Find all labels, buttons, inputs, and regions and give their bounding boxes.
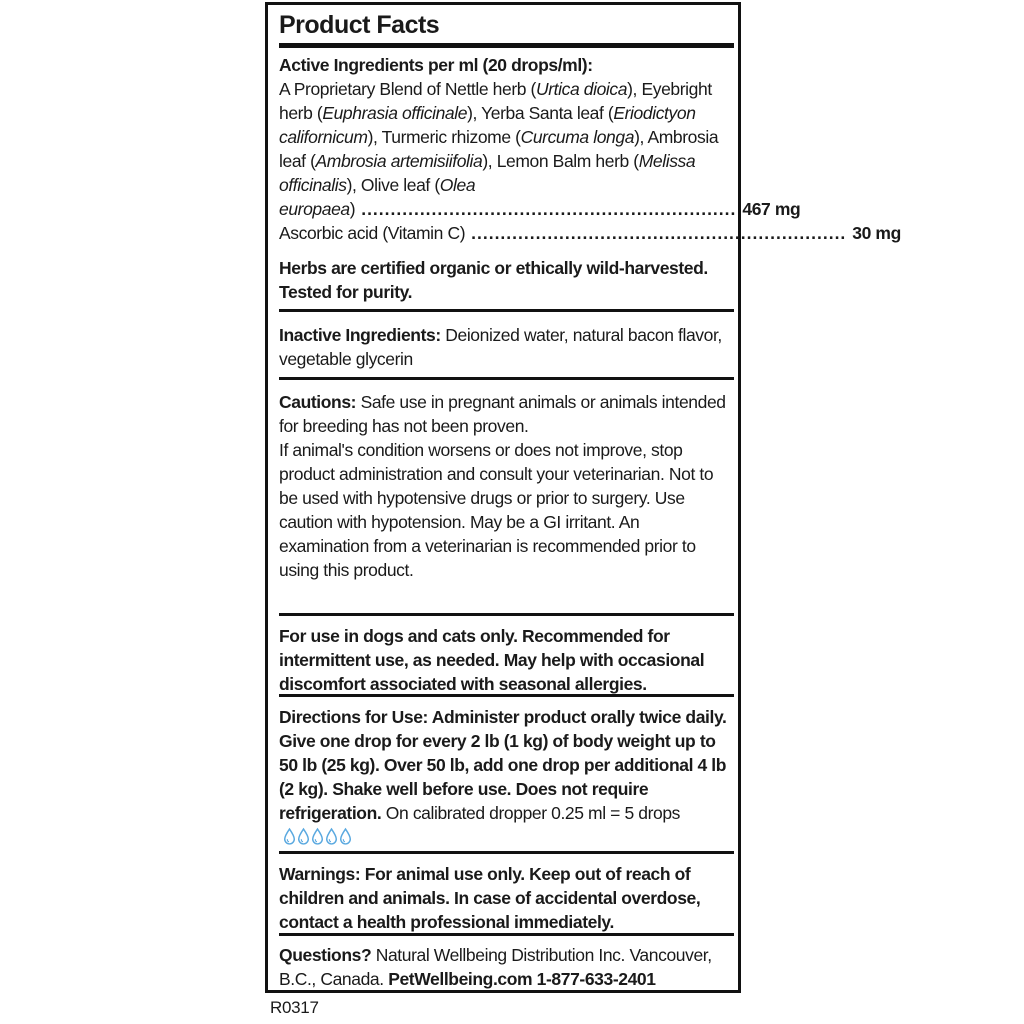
- blend-text-fragment: ), Yerba Santa leaf (: [467, 103, 614, 123]
- blend-text-fragment: ), Turmeric rhizome (: [367, 127, 521, 147]
- blend-amount-row: [279, 197, 801, 221]
- divider: [279, 933, 734, 936]
- cautions-label: Cautions:: [279, 392, 357, 412]
- cautions-section: [279, 390, 731, 582]
- water-drop-icon: [297, 828, 310, 845]
- blend-text-fragment: ), Eyebright herb (: [279, 79, 712, 123]
- active-ingredients-section: [279, 53, 901, 304]
- organic-note: Herbs are certified organic or ethically wild-harvested. Tested for purity.: [279, 258, 708, 302]
- inactive-label: Inactive Ingredients:: [279, 325, 441, 345]
- species-name: Curcuma longa: [520, 127, 635, 147]
- vitamin-c-amount: 30 mg: [852, 223, 901, 243]
- species-name: Olea: [439, 175, 476, 195]
- water-drop-icon: [325, 828, 338, 845]
- divider: [279, 694, 734, 697]
- blend-leader-dots: ................................................................: [361, 199, 737, 219]
- vitamin-c-leader-dots: ................................................................: [471, 223, 847, 243]
- directions-dropper-text: On calibrated dropper 0.25 ml = 5 drops: [381, 803, 681, 823]
- warnings-section: [279, 862, 731, 934]
- species-name: Ambrosia artemisiifolia: [315, 151, 483, 171]
- active-ingredients-heading: Active Ingredients per ml (20 drops/ml):: [279, 55, 593, 75]
- vitamin-c-row: [279, 221, 901, 245]
- title-divider: [279, 43, 734, 48]
- questions-label: Questions?: [279, 945, 372, 965]
- blend-text-fragment: ), Ambrosia leaf (: [279, 127, 719, 171]
- divider: [279, 851, 734, 854]
- blend-amount: 467 mg: [742, 199, 801, 219]
- water-drop-icon: [339, 828, 352, 845]
- drop-icons: [283, 828, 352, 845]
- intended-use-section: [279, 624, 731, 696]
- cautions-text-1: Safe use in pregnant animals or animals intended for breeding has not been proven.: [279, 392, 726, 436]
- inactive-text: Deionized water, natural bacon flavor, vegetable glycerin: [279, 325, 722, 369]
- divider: [279, 377, 734, 380]
- phone-number: 1-877-633-2401: [536, 969, 656, 989]
- blend-last-close: ): [349, 199, 356, 219]
- species-name: Euphrasia officinale: [322, 103, 468, 123]
- species-name: Urtica dioica: [536, 79, 628, 99]
- blend-text-fragment: ), Olive leaf (: [346, 175, 440, 195]
- water-drop-icon: [283, 828, 296, 845]
- blend-text-fragment: A Proprietary Blend of Nettle herb (: [279, 79, 536, 99]
- divider: [279, 309, 734, 312]
- directions-bold-text: Directions for Use: Administer product orally twice daily. Give one drop for every 2 lb (1 kg) of body weight up to 50 lb (25 kg). Over 50 lb, add one drop per additional 4 lb (2 kg). Shake well before use. Does not require refrigeration.: [279, 707, 727, 823]
- blend-text-fragment: ), Lemon Balm herb (: [482, 151, 639, 171]
- directions-section: [279, 705, 731, 849]
- divider: [279, 613, 734, 616]
- product-code: R0317: [270, 998, 319, 1017]
- warnings-text: For animal use only. Keep out of reach of children and animals. In case of accidental overdose, contact a health professional immediately.: [279, 864, 701, 932]
- website-link[interactable]: PetWellbeing.com: [388, 969, 533, 989]
- water-drop-icon: [311, 828, 324, 845]
- panel-title: Product Facts: [279, 11, 440, 39]
- product-facts-panel: [265, 2, 901, 993]
- questions-text: Natural Wellbeing Distribution Inc. Vancouver, B.C., Canada.: [279, 945, 712, 989]
- blend-last-species: europaea: [279, 199, 350, 219]
- intended-use-text: For use in dogs and cats only. Recommended for intermittent use, as needed. May help with occasional discomfort associated with seasonal allergies.: [279, 626, 705, 694]
- questions-section: [279, 943, 731, 991]
- inactive-ingredients-section: [279, 323, 731, 371]
- species-name: Melissa officinalis: [279, 151, 696, 195]
- proprietary-blend-text: [279, 77, 731, 197]
- cautions-text-2: If animal's condition worsens or does not improve, stop product administration and consult your veterinarian. Not to be used with hypotensive drugs or prior to surgery. Use caution with hypotension. May be a GI irritant. An examination from a veterinarian is recommended prior to using this product.: [279, 440, 714, 580]
- species-name: Eriodictyon californicum: [279, 103, 696, 147]
- vitamin-c-label: Ascorbic acid (Vitamin C): [279, 223, 466, 243]
- warnings-label: Warnings:: [279, 864, 361, 884]
